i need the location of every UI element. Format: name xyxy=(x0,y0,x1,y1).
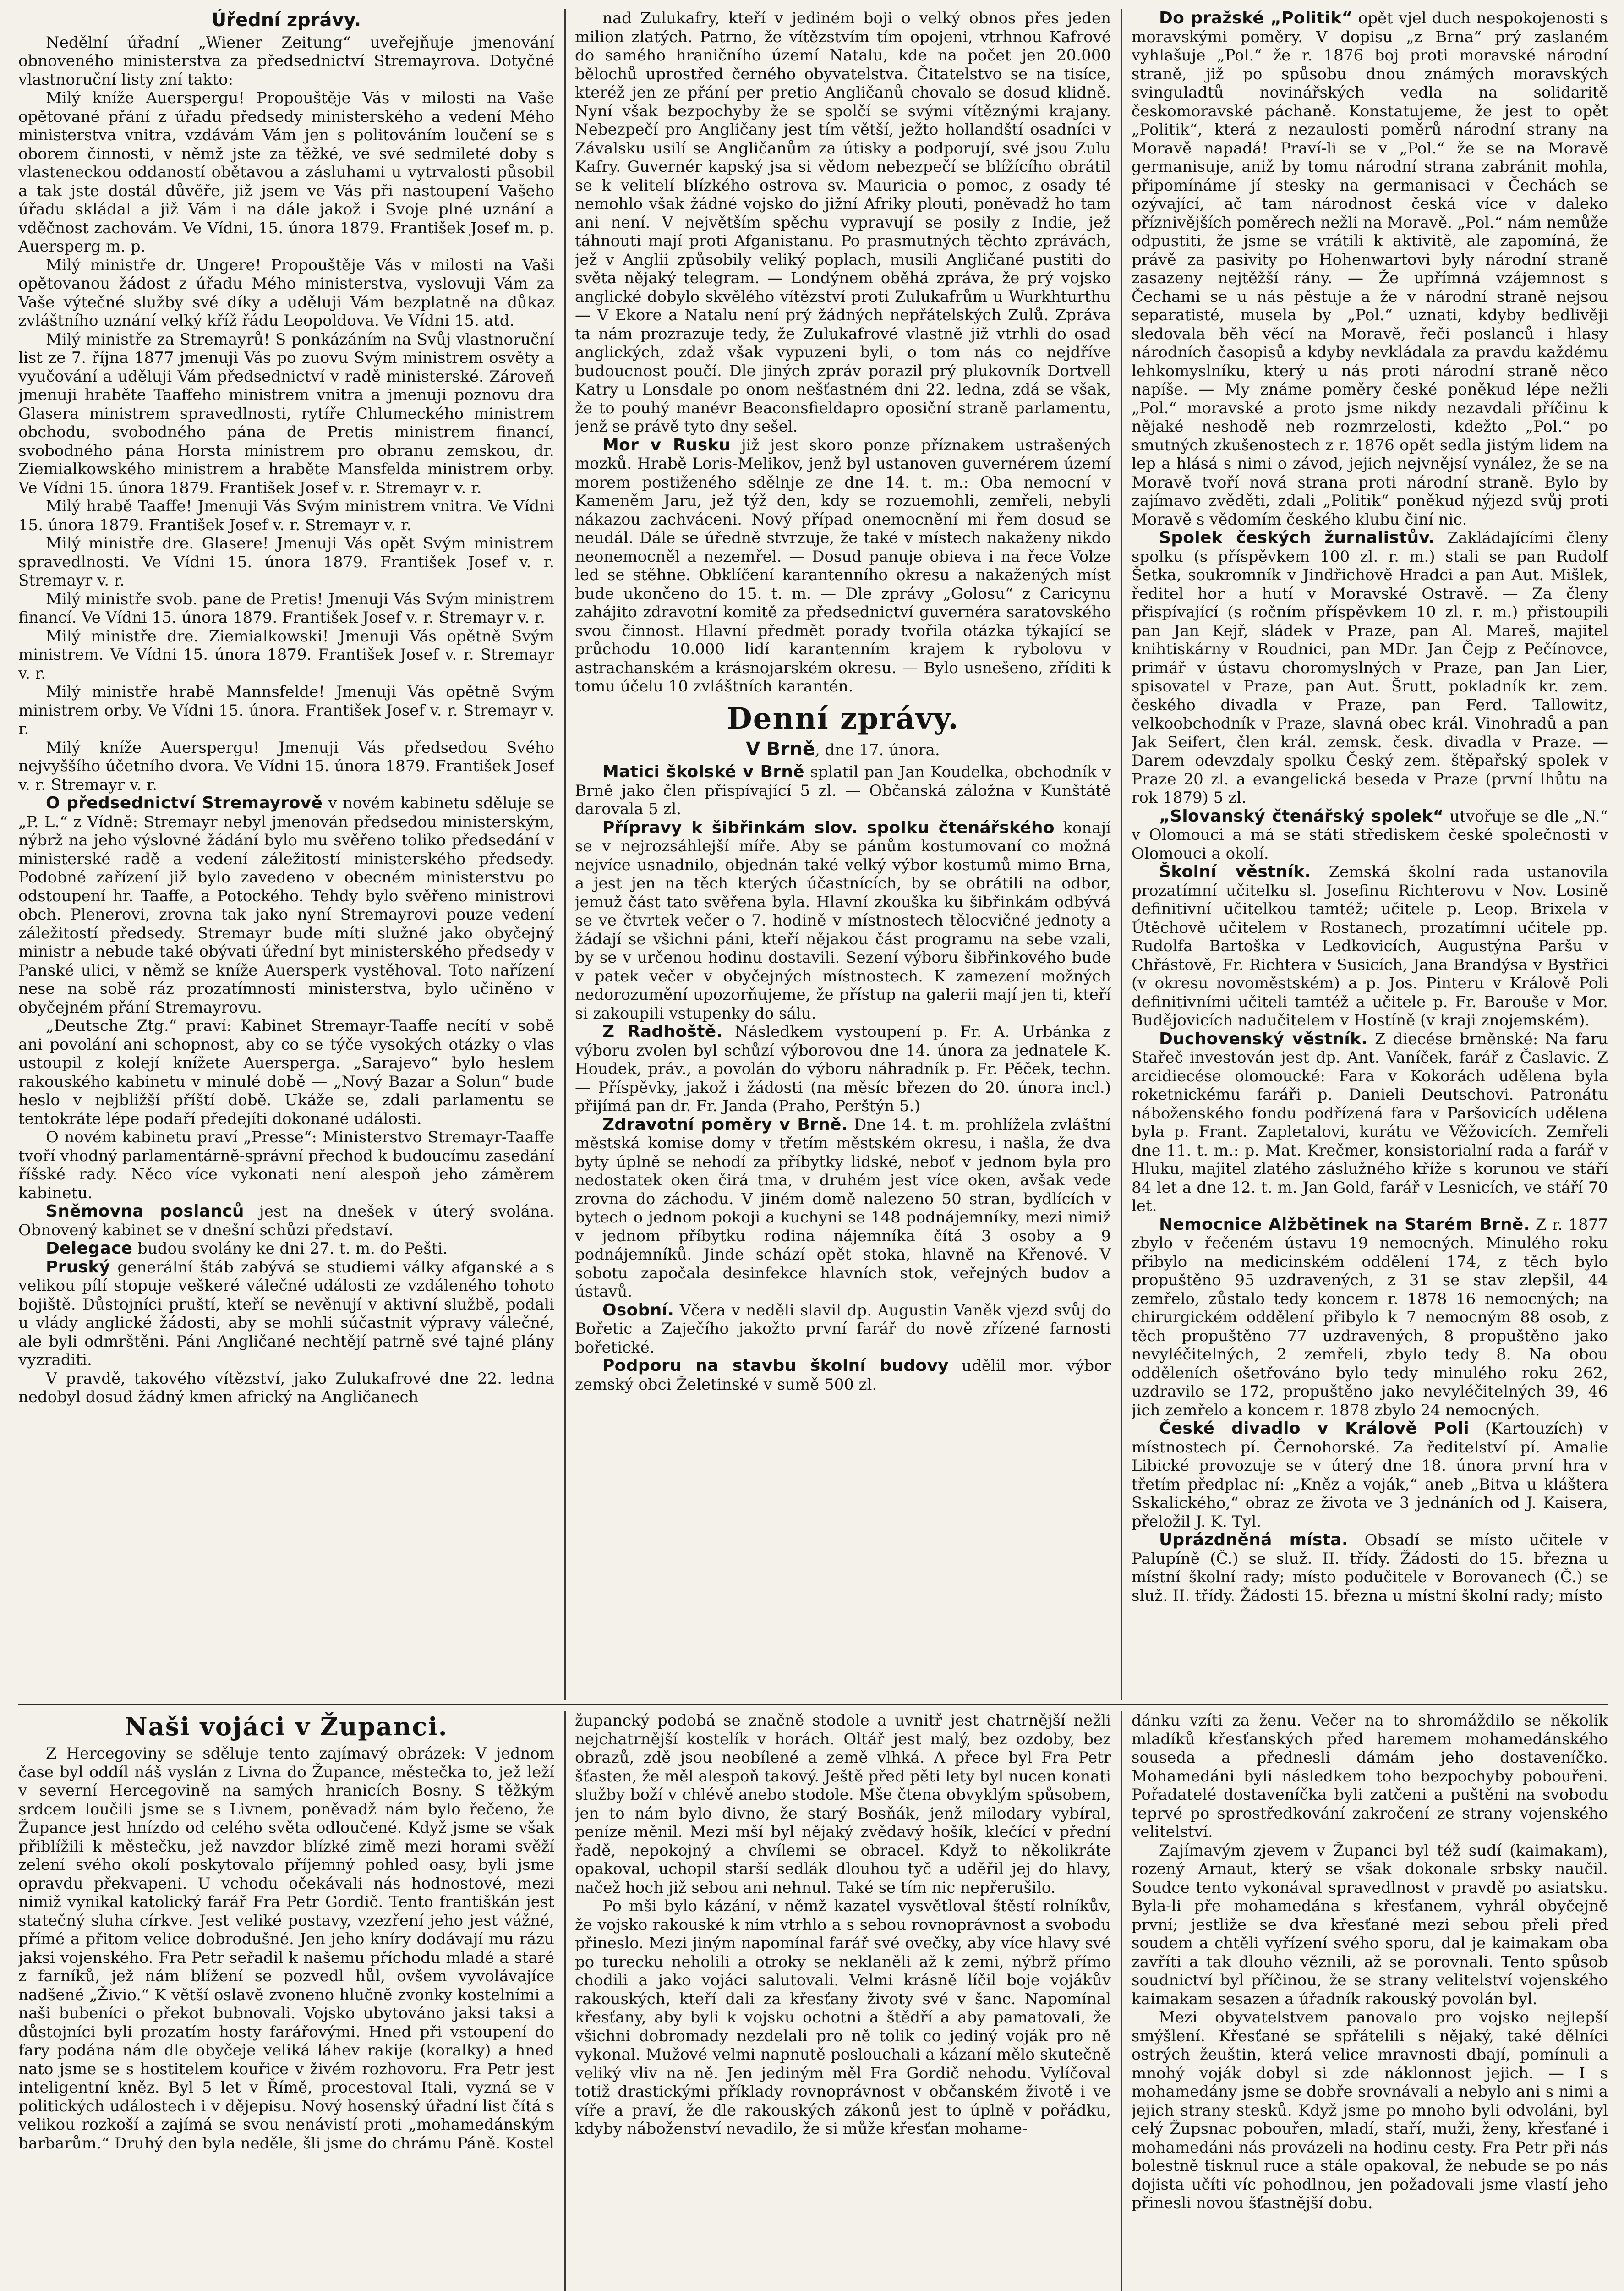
news-heading: Z Radhoště. xyxy=(602,1022,723,1041)
decree-stremayr: Milý ministře za Stremayrů! S ponkázáním na Svůj vlastnoruční list ze 7. října 1877 jmenuji Vás po zuovu Svým ministrem osvěty a vyučování a uděluji Vám předsednictví v radě ministerské. Zároveň jmenuji hraběte Taaffeho ministrem vnitra a jmenuji poznovu dra Glasera ministrem spravedlnosti, rytíře Chlumeckého ministrem obchodu, svobodného pána de Pretis ministrem financí, svobodného pána Horsta ministrem pro obranu zemskou, dr. Ziemialkowského ministrem a hraběte Mansfelda ministrem orby. Ve Vídni 15. února 1879. František Josef v. r. Stremayr v. r. xyxy=(18,330,554,497)
news-item xyxy=(575,763,1111,819)
column-divider xyxy=(1121,9,1122,1700)
news-body: Včera v neděli slavil dp. Augustin Vaněk vjezd svůj do Bořetic a Zaječího jakožto první farář do nově zřízené farnosti bořetické. xyxy=(575,1301,1111,1357)
section-dateline xyxy=(575,740,1111,760)
news-body: Zakládajícími členy spolku (s příspěvkem 100 zl. r. m.) stali se pan Rudolf Šetka, soukromník v Jindřichově Hradci a pan Aut. Mišlek, ředitel hor a hutí v Moravské Ostravě. — Za členy přispívající (s ročním příspěvkem 10 zl. r. m.) přistoupili pan Jan Kejř, sládek v Praze, pan Al. Mareš, majitel knihtiskárny v Roudnici, pan MDr. Jan Čejp z Pečínovce, primář v ústavu choromyslných v Praze, pan Jan Lier, spisovatel v Praze, pan Aut. Šrutt, pokladník kr. zem. českého divadla v Praze, pan Ferd. Tallowitz, velkoobchodník v Praze, slavná obec král. Vinohradů a pan Jak Seifert, člen král. zemsk. česk. divadla v Praze. — Darem odevzdaly spolku Český zem. štěpařský spolek v Praze 20 zl. a evangelická beseda v Praze (první lhůtu na rok 1879) 5 zl. xyxy=(1132,529,1608,807)
news-item xyxy=(1132,1216,1608,1420)
decree-taaffe: Milý hrabě Taaffe! Jmenuji Vás Svým ministrem vnitra. Ve Vídni 15. února 1879. František Josef v. r. Stremayr v. r. xyxy=(18,497,554,534)
news-heading: Spolek českých žurnalistův. xyxy=(1159,528,1435,547)
column-divider xyxy=(1121,1711,1122,2291)
news-item xyxy=(1132,863,1608,1030)
decree-pretis: Milý ministře svob. pane de Pretis! Jmenuji Vás Svým ministrem financí. Ve Vídni 15. února 1879. František Josef v. r. Stremayr v. r. xyxy=(18,590,554,627)
news-heading: Sněmovna poslanců xyxy=(46,1202,244,1221)
news-body: Z diecése brněnské: Na faru Stařeč investován jest dp. Ant. Vaníček, farář z Časlavic. Z arcidiecése olomoucké: Fara v Kokorách udělena byla roketnickému faráři p. Danieli Deutschovi. Patronátu náboženského fondu podřízená fara v Paršovicích udělena byla p. Frant. Zapletalovi, kurátu ve Věžovicích. Zemřeli dne 11. t. m.: p. Mat. Krečmer, konsistorialní rada a farář v Hluku, majitel zlatého záslužného kříže s korunou ve stáří 84 let a dne 12. t. m. Jan Gold, farář v Lesnicích, ve stáří 70 let. xyxy=(1132,1030,1608,1215)
news-body: Následkem vystoupení p. Fr. A. Urbánka z výboru zvolen byl schůzí výborovou dne 14. února za jednatele K. Houdek, práv., a povolán do výboru náhradník p. Fr. Pěček, techn. — Příspěvky, jakož i žádosti (na měsíc březen do 20. února incl.) přijímá pan dr. Fr. Janda (Praho, Perštýn 5.) xyxy=(575,1023,1111,1115)
news-item xyxy=(575,1023,1111,1116)
news-item xyxy=(1132,529,1608,807)
article-paragraph: O novém kabinetu praví „Presse“: Ministerstvo Stremayr-Taaffe tvoří vhodný parlamentárně-správní přechod k budoucímu zasedání říšské rady. Něco více vykonati není alespoň jeho záměrem kabinetu. xyxy=(18,1128,554,1202)
news-heading: Nemocnice Alžbětinek na Starém Brně. xyxy=(1159,1215,1530,1234)
news-item xyxy=(18,794,554,1017)
decree-mannsfeld: Milý ministře hrabě Mannsfelde! Jmenuji Vás opětně Svým ministrem orby. Ve Vídni 15. února. František Josef v. r. Stremayr v. r. xyxy=(18,683,554,738)
decree-unger: Milý ministře dr. Ungere! Propouštěje Vás v milosti na Vaši opětovanou žádost z úřadu Mého ministerstva, vyslovuji Vám za Vaše výtečné služby své díky a uděluji Vám bezplatně na důkaz zvláštního uznání velký kříž řádu Leopoldova. Ve Vídni 15. atd. xyxy=(18,256,554,330)
feuilleton-title: Naši vojáci v Županci. xyxy=(125,1712,448,1741)
news-item xyxy=(575,1357,1111,1394)
news-heading: České divadlo v Králově Poli xyxy=(1159,1419,1469,1438)
news-heading: Uprázdněná místa. xyxy=(1159,1530,1348,1549)
column-divider xyxy=(564,9,566,1700)
news-body: Dne 14. t. m. prohlížela zvláštní městská komise domy v třetím městském okresu, i našla, že dva byty úplně se nehodí za příbytky lidské, neboť v jednom byla pro nedostatek oken čirá tma, v druhém jest více oken, avšak vede zrovna do záchodu. V jiném domě nalezeno 50 stran, bydlících v bytech o jednom pokoji a kuchyni se 148 podnájemníky, mezi nimiž v jednom příbytku rodina nájemníka čítá 3 osoby a 9 podnájemníků. Jinde schází opět stoka, hlavně na Křenové. V sobotu započala desinfekce hlavních stok, veřejných budov a ústavů. xyxy=(575,1115,1111,1301)
column-1 xyxy=(18,9,554,1700)
column-1-header: Úřední zprávy. xyxy=(211,10,361,31)
news-body: udělil mor. výbor zemský obci Želetinské v sumě 500 zl. xyxy=(575,1357,1111,1394)
news-body: splatil pan Jan Koudelka, obchodník v Brně jako člen přispívající 5 zl. — Občanská záložna v Kunštátě darovala 5 zl. xyxy=(575,763,1111,818)
news-body: budou svolány ke dni 27. t. m. do Pešti. xyxy=(137,1239,448,1258)
news-body: Z r. 1877 zbylo v řečeném ústavu 19 nemocných. Minulého roku přibylo na medicinském oddělení 174, z těch bylo propuštěno 95 uzdravených, z 31 se stav zlepšil, 44 zemřelo, zůstalo tedy koncem r. 1878 16 nemocných; na chirurgickém oddělení přibylo k 7 nemocným 88 osob, z těch propuštěno 77 uzdravených, 8 propuštěno jako nevyléčitelných, 2 zemřeli, zbylo tedy 8. Na obou odděleních ošetřováno bylo tedy minulého roku 262, uzdravilo se 172, propuštěno jako nevyléčitelných 39, 46 jich zemřelo a koncem r. 1878 zbylo 24 nemocných. xyxy=(1132,1215,1608,1420)
feuilleton-rule xyxy=(18,1704,1608,1705)
news-heading: Duchovenský věstník. xyxy=(1159,1029,1368,1048)
news-body: Obsadí se místo učitele v Palupíně (Č.) se služ. II. třídy. Žádosti do 15. března u místní školní rady; místo podučitele v Borovanech (Č.) se služ. II. třídy. Žádosti 15. března u místní školní rady; místo xyxy=(1132,1531,1608,1605)
news-heading: Podporu na stavbu školní budovy xyxy=(602,1356,949,1375)
news-heading: Mor v Rusku xyxy=(602,435,731,455)
decree-ziemialkowski: Milý ministře dre. Ziemialkowski! Jmenuji Vás opětně Svým ministrem. Ve Vídni 15. února 1879. František Josef v. r. Stremayr v. r. xyxy=(18,627,554,683)
news-item xyxy=(1132,1531,1608,1605)
feuilleton-paragraph: Z Hercegoviny se sděluje tento zajímavý obrázek: V jednom čase byl oddíl náš vyslán z Livna do Župance, městečka to, jež leží v severní Hercegovině na samých hranicích Bosny. S těžkým srdcem loučili jsme se s Livnem, poněvadž nám bylo řečeno, že Župance jest hnízdo od celého světa odloučené. Když jsme se však přiblížili k městečku, jež navzdor blízké zimě mezi horami svěží zelení svého okolí poskytovalo příjemný pohled oasy, byli jsme opravdu překvapeni. U vchodu očekávali nás hodnostové, mezi nimiž vynikal katolický farář Fra Petr Gordič. Tento františkán jest statečný sluha církve. Jest veliké postavy, vzezření jeho jest vážné, přímé a přitom velice dobrodušné. Jen jeho kníry dodávají mu rázu jaksi vojenského. Fra Petr seřadil k našemu příchodu mladé a staré z farníků, jež nám blížení se pozvedl hůl, ovšem vyvolávajíce nadšené „Živio.“ K větší oslavě zvoneno hlučně zvonky kostelními a naši bubeníci o překot bubnovali. Vojsko ubytováno jaksi taksi a důstojníci byli prozatím hosty farářovými. Hned při vstoupení do fary podána nám dle obyčeje veliká láhev rakije (koralky) a hned nato jsme se s hostitelem kouřice v živém rozhovoru. Fra Petr jest inteligentní kněz. Byl 5 let v Římě, procestoval Itali, vyzná se v politických událostech i v dějepisu. Nový hosenský úřadní list čítá s velikou rozkoší a zajímá se svou nenávistí proti „mohamedánským barbarům.“ Druhý den byla neděle, šli jsme do chrámu Páně. Kostel xyxy=(18,1744,554,2153)
dateline-city: V Brně xyxy=(746,738,815,760)
feuilleton-column-2 xyxy=(575,1711,1111,2291)
news-body: generální štáb zabývá se studiemi války afganské a s velikou pílí stopuje veškeré válečné události ze vzdáleného tohoto bojiště. Důstojníci pruští, kteří se nevěnují v aktivní službě, podali u vlády anglické žádosti, aby se mohli súčastnit výpravy válečné, ale byli odmrštěni. Páni Angličané nechtějí patrně své tajné plány vyzraditi. xyxy=(18,1258,554,1369)
news-item xyxy=(18,1202,554,1239)
column-2 xyxy=(575,9,1111,1700)
feuilleton-paragraph: Po mši bylo kázání, v němž kazatel vysvětloval štěstí rolníkův, že vojsko rakouské k nim vtrhlo a s sebou rovnoprávnost a svobodu přineslo. Mezi jiným napomínal farář své ovečky, aby více hlavy své po turecku neholili a otroky se neklaněli až k zemi, nýbrž přímo chodili a jako vojáci salutovali. Velmi krásně líčil boje vojákův rakouských, kteří dali za křesťany životy své v šanc. Napomínal křesťany, aby byli k vojsku ochotni a štědří a aby pamatovali, že všichni dobromady nezdelali pro ně tolik co jediný voják pro ně vykonal. Mužové velmi napnutě poslouchali a kázaní mělo skutečně veliký vliv na ně. Jen jediným měl Fra Gordič nehodu. Vylíčoval totiž drastickými příklady rovnoprávnost v občanském životě i ve víře a praví, že dle rakouských zákonů jest to úplně v pořádku, kdyby náboženství nevadilo, že si může křesťan mohame- xyxy=(575,1897,1111,2138)
news-body: již jest skoro ponze příznakem ustrašených mozků. Hrabě Loris-Melikov, jenž byl ustanoven guvernérem území morem postiženého sdělnje ze dne 14. t. m.: Oba nemocní v Kameněm Jaru, jež týž den, kdy se rozuemohli, zemřeli, nebyli nákazou zachváceni. Nový případ onemocnění mi řem dosud se neudál. Dále se úředně stvrzuje, že také v místech nakaženy nikdo neonemocněl a nezemřel. — Dosud panuje obieva i na řece Volze led se stěhne. Obklíčení karantenního okresu a nakažených míst bude ukončeno do 15. t. m. — Dle zprávy „Golosu“ z Caricynu zahájito zdravotní komitě za předsednictví guvernéra saratovského svou činnost. Hlavní předmět porady tvořila otázka týkající se průchodu 10.000 lidí karantenním krajem k rybolovu v astrachanském a krásnojarském okresu. — Bylo usnešeno, zříditi k tomu účelu 10 zvláštních karantén. xyxy=(575,436,1111,696)
news-body: utvořuje se dle „N.“ v Olomouci a má se státi střediskem české společnosti v Olomouci a okolí. xyxy=(1132,807,1608,863)
feuilleton-paragraph: Mezi obyvatelstvem panovalo pro vojsko nejlepší smýšlení. Křesťané se spřátelili s nějaký, také dělníci ostrých žeuštin, která velice mravnosti dbají, pomínuli a mnohý voják dobyl si zde náklonnost jejich. — I s mohamedány jsme se dobře srovnávali a nebylo ani s nimi a jejich strany stesků. Když jsme po mnoho byli odvoláni, byl celý Župsnac pobouřen, mladí, staří, muži, ženy, křesťané i mohamedáni nás provázeli na hodinu cesty. Fra Petr při nás bolestně tisknul ruce a stále opakoval, že nebude se po nás dojista učíti víc pohodlnou, jen požadovali jsme vlastí jeho přinesli novou šťastnější dobu. xyxy=(1132,2008,1608,2212)
article-paragraph: nad Zulukafry, kteří v jediném boji o velký obnos přes jeden milion zlatých. Patrno, že vítězstvím tím opojeni, vtrhnou Kafrové do samého hraničního území Natalu, kde na počet jen 20.000 bělochů uprostřed černého obyvatelstva. Čitatelstvo se na tisíce, kteréž jen ze přání per pretio Angličanů chovalo se dosud klidně. Nyní však bezpochyby že se spolčí se svými vítěznými krajany. Nebezpečí pro Angličany jest tím větší, ježto hollandští osadníci v Závalsku usilí se Angličanům za útisky a podporují, své jsou Zulu Kafry. Guvernér kapský jsa si vědom nebezpečí se blížícího obrátil se k velitelí blízkého ostrova sv. Mauricia o pomoc, z osady té nemohlo však žádné vojsko do jižní Afriky plouti, poněvadž ho tam ani není. V největším spěchu vypravují se posily z Indie, jež táhnouti mají proti Afganistanu. Po prasmutných těchto zprávách, jež v Anglii způsobily veliký poplach, musili Angličané pustiti do světa nějaký telegram. — Londýnem oběhá zpráva, že prý vojsko anglické dobylo skvělého vítězství proti Zulukafrům u Wurkhturthu — V Ekore a Natalu není prý žádných nepřátelských Zulů. Zpráva ta nám prozrazuje tedy, že Zulukafrové vlastně již vtrhli do osad anglických, zdaž však vypuzeni byli, o tom nás co nejdříve budoucnost poučí. Dle jiných zpráv porazil prý plukovník Dortvell Katry u Lonsdale po onom nešťastném dni 22. ledna, zdá se však, že to pouhý manévr Beaconsfieldapro oposiční straně parlamentu, jenž se právě tyto dny sešel. xyxy=(575,9,1111,436)
feuilleton-paragraph: župancký podobá se značně stodole a uvnitř jest chatrnější nežli nejchatrnější kostelík v horách. Oltář jest malý, bez ozdoby, bez obrazů, zdě jsou neobílené a země vlhká. A přece byl Fra Petr šťasten, že měl alespoň takový. Ještě před pěti lety byl nucen konati služby boží v chlévě anebo stodole. Mše čtena obvyklým spůsobem, jen to nám bylo divno, že starý Bosňák, jenž milodary vybíral, peníze měnil. Mezi mší byl nějaký zvědavý hošík, klečící v přední řadě, nepokojný a chvílemi se obracel. Když to několikráte opakoval, uchopil starší sedlák dlouhou tyč a uděřil jej do hlavy, načež hoch již sebou ani nehnul. Také se tím nic nepřerušilo. xyxy=(575,1711,1111,1897)
decree-auersperg-court: Milý kníže Auerspergu! Jmenuji Vás předsedou Svého nejvyššího účetního dvora. Ve Vídni 15. února 1879. František Josef v. r. Stremayr v. r. xyxy=(18,738,554,794)
article-paragraph: Nedělní úřadní „Wiener Zeitung“ uveřejňuje jmenování obnoveného ministerstva za předsednictví Stremayrova. Dotyčné vlastnoruční listy zní takto: xyxy=(18,33,554,89)
feuilleton-paragraph: dánku vzíti za ženu. Večer na to shromáždilo se několik mladíků křesťanských před haremem mohamedánského souseda a přednesli dámám jeho dostaveníčko. Mohamedáni byli následkem toho bezpochyby pobouřeni. Pořadatelé dostaveníčka byli zatčeni a puštěni na svobodu teprvé po sprostředkování zakročení ze strany vojenského velitelství. xyxy=(1132,1711,1608,1841)
news-item xyxy=(1132,1030,1608,1216)
news-heading: Delegace xyxy=(46,1239,133,1258)
news-item xyxy=(1132,1420,1608,1531)
column-divider xyxy=(564,1711,566,2291)
dateline-date: , dne 17. února. xyxy=(815,740,940,759)
decree-auersperg: Milý kníže Auerspergu! Propouštěje Vás v milosti na Vaše opětované přání z úřadu předsedy ministerského a vedení Mého ministerstva vnitra, vzdávám Vám jen s politováním loučení se s oborem činnosti, v němž jste za těžké, ve své sedmileté doby s vlasteneckou oddaností obětavou a zásluhami u vytrvalosti působil a tak jste dostál důvěře, již jsem ve Vás při nastoupení Vašeho úřadu skládal a již Vám i na dále jakož i Svoje plné uznání a vděčnost zachovám. Ve Vídni, 15. února 1879. František Josef m. p. Auersperg m. p. xyxy=(18,89,554,256)
feuilleton-paragraph: Zajímavým zjevem v Županci byl též sudí (kaimakam), rozený Arnaut, který se však dokonale srbsky naučil. Soudce tento vykonával spravedlnost v pravdě po asiatsku. Byla-li pře mohamedána s křesťanem, vyhrál obyčejně první; jestliže se dva křesťané mezi sebou přeli před soudem a chtěli vyřízení svého sporu, dal je kaimakam oba zavříti a tak dlouho věznili, až se porovnali. Tento spůsob soudnictví byl příčinou, že se strany velitelství vojenského kaimakam sesazen a úřadník rakouský povolán byl. xyxy=(1132,1841,1608,2008)
news-body: v novém kabinetu sděluje se „P. L.“ z Vídně: Stremayr nebyl jmenován předsedou ministerským, nýbrž na jeho výslovné žádání bylo mu svěřeno toliko předsedání v ministerské radě a vedení záležitostí ministerského předsedy. Podobné zařízení již bylo zavedeno v obecném ministerstvu po odstoupení hr. Taaffe, a Potockého. Tehdy bylo svěřeno ministrovi obch. Plenerovi, zrovna tak jako nyní Stremayrovi pouze vedení záležitostí předsedy. Stremayr bude míti služné jako obyčejný ministr a nebude také obývati úřední byt ministerského předsedy v Panské ulici, v němž se kníže Auersperk vystěhoval. Toto nařízení nese na sobě ráz prozatímnosti ministerstva, bylo učiněno v obyčejném přání Stremayrovu. xyxy=(18,794,554,1017)
news-item xyxy=(575,436,1111,696)
section-title-denni-zpravy: Denní zprávy. xyxy=(727,701,959,736)
feuilleton-column-1 xyxy=(18,1711,554,2291)
news-item xyxy=(575,1116,1111,1301)
news-item xyxy=(575,819,1111,1023)
news-heading: O předsednictví Stremayrově xyxy=(46,794,323,812)
article-paragraph: „Deutsche Ztg.“ praví: Kabinet Stremayr-Taaffe necítí v sobě ani povolání ani schopnost, aby co se týče vysokých otázky o vlas ustoupil z kolejí knížete Auersperga. „Sarajevo“ bylo heslem rakouského kabinetu v minulé době — „Nový Bazar a Solun“ bude heslo v nejbližší příští době. Ukáže se, zdali parlamentu se tentokráte lépe podaří předejíti dokonané události. xyxy=(18,1017,554,1128)
news-heading: Zdravotní poměry v Brně. xyxy=(602,1115,848,1134)
news-body: konají se v nejrozsáhlejší míře. Aby se pánům kostumovaní co možná nejvíce usnadnilo, objednán také velký výbor kostumů mimo Brna, a jest jen na těch kterých účastnících, by se obrátili na odbor, jemuž část tato svěřena byla. Hlavní zkouška ku šibřinkám odbývá se ve čtvrtek večer o 7. hodině v místnostech tělocvičné jednoty a žádají se všichni páni, kteří nějakou část programu na sebe vzali, by se v určenou hodinu dostavili. Sezení výboru šibřinkového bude v patek večer v obyčejných místnostech. K zamezení možných nedorozumění upozorňujeme, že přístup na galerii mají jen ti, kteří si zakoupili vstupenky do sálu. xyxy=(575,818,1111,1023)
news-heading: Do pražské „Politik“ xyxy=(1159,9,1353,27)
news-heading: Matici školské v Brně xyxy=(602,762,804,781)
news-heading: Osobní. xyxy=(602,1300,674,1320)
news-heading: Přípravy k šibřinkám slov. spolku čtenářského xyxy=(602,818,1055,837)
news-heading: „Slovanský čtenářský spolek“ xyxy=(1159,806,1444,826)
news-body: Zemská školní rada ustanovila prozatímní učitelku sl. Josefinu Richterovu v Nov. Losině definitivní učitelkou tamtéž; učitele p. Leop. Brixela v Útěchově učitelem v Rostanech, prozatímní učitele pp. Rudolfa Bartoška v Ledkovicích, Augustýna Paršu v Chřástově, Fr. Richtera v Susicích, Jana Brandýsa v Bystřici (v okresu novoměstském) a p. Jos. Pinteru v Králově Poli definitivními učiteli tamtéž a učitele p. Fr. Barouše v Mor. Budějovicích nadučitelem v Hostíně (v kraji znojemském). xyxy=(1132,863,1608,1030)
article-paragraph: V pravdě, takového vítězství, jako Zulukafrové dne 22. ledna nedobyl dosud žádný kmen africký na Angličanech xyxy=(18,1369,554,1406)
news-item xyxy=(18,1239,554,1258)
news-body: opět vjel duch nespokojenosti s moravskými poměry. V dopisu „z Brna“ prý zaslaném vyhlašuje „Pol.“ že r. 1876 boj proti moravské národní straně, již po spůsobu dnou známých moravských svinguladtů novinářských vedla na solidaritě českomoravské páchaně. Konstatujeme, že jest to opět „Politik“, která z nezaulosti poměrů národní strany na Moravě napadá! Praví-li se v „Pol.“ že se na Moravě germanisuje, aniž by tomu národní strana zabránit mohla, připomínáme jí stesky na germanisaci v Čechách se ozývající, ač tam národnost česká více v daleko příznivějších poměrech nežli na Moravě. „Pol.“ nám nemůže odpustiti, že jsme se vrátili k aktivitě, ale zapomíná, že právě za pasivity po Hohenwartovi byly národní straně zasazeny nejtěžší rány. — Že upřímná vzájemnost s Čechami se u nás pěstuje a že v národní straně nejsou separatisté, musela by „Pol.“ uznati, kdyby bedlivěji sledovala běh věcí na Moravě, řeči poslanců i hlasy národních časopisů a kdyby nevkládala za pravdu každému lehkomyslníku, který u nás proti národní straně něco napíše. — My známe poměry české poněkud lépe nežli „Pol.“ moravské a proto jsme nikdy nezavdali příčinu k nějaké neshodě neb rozmrzelosti, kdežto „Pol.“ po smutných zkušenostech z r. 1876 opět sedla jistým lidem na lep a hlásá s nimi o závod, jejich nejvnějsí vynález, že se na Moravě tvoří nová strana proti národní straně. Bylo by zajímavo zvěděti, zdali „Politik“ poněkud nýjezd svůj proti Moravě s vědomím českého klubu činí nic. xyxy=(1132,9,1608,529)
news-item xyxy=(575,1301,1111,1357)
column-3 xyxy=(1132,9,1608,1700)
news-item xyxy=(1132,807,1608,863)
news-body: jest na dnešek v úterý svolána. Obnovený kabinet se v dnešní schůzi představí. xyxy=(18,1202,554,1239)
feuilleton-column-3 xyxy=(1132,1711,1608,2291)
news-heading: Pruský xyxy=(46,1257,110,1277)
news-heading: Školní věstník. xyxy=(1159,862,1311,881)
news-item xyxy=(18,1258,554,1370)
news-item xyxy=(1132,9,1608,529)
news-body: (Kartouzích) v místnostech pí. Černohorské. Za ředitelství pí. Amalie Libické provozuje se v úterý dne 18. února první hra v třetím předplac ní: „Kněz a voják,“ aneb „Bitva u kláštera Sskalického,“ obraz ze života ve 3 jednáních od J. Kaisera, přeložil J. K. Tyl. xyxy=(1132,1420,1608,1531)
decree-glaser: Milý ministře dre. Glasere! Jmenuji Vás opět Svým ministrem spravedlnosti. Ve Vídni 15. února 1879. František Josef v. r. Stremayr v. r. xyxy=(18,534,554,590)
